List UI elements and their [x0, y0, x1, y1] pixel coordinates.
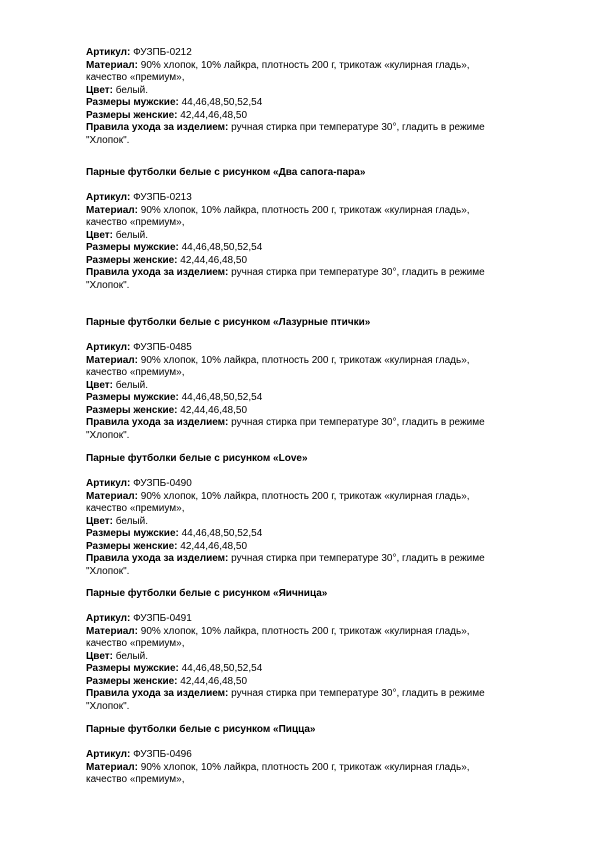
sizes-men-line: Размеры мужские: 44,46,48,50,52,54: [86, 97, 263, 108]
sizes-women-line: Размеры женские: 42,44,46,48,50: [86, 540, 248, 552]
care-line: Правила ухода за изделием: ручная стирка при температуре 30°, гладить в режиме: [86, 417, 485, 428]
color-line: Цвет: белый.: [86, 515, 148, 527]
article-line: Артикул: ФУЗПБ-0212: [86, 47, 192, 58]
material-line-cont: качество «премиум»,: [86, 72, 185, 83]
sizes-women-line: Размеры женские: 42,44,46,48,50: [86, 675, 248, 687]
material-line-cont: качество «премиум»,: [86, 638, 185, 649]
material-line: Материал: 90% хлопок, 10% лайкра, плотность 200 г, трикотаж «кулирная гладь»,: [86, 204, 470, 216]
material-line-cont: качество «премиум»,: [86, 774, 185, 785]
care-line: Правила ухода за изделием: ручная стирка при температуре 30°, гладить в режиме: [86, 553, 485, 564]
color-line: Цвет: белый.: [86, 650, 148, 662]
product-spec: [86, 47, 485, 147]
care-line: Правила ухода за изделием: ручная стирка при температуре 30°, гладить в режиме: [86, 122, 485, 133]
product-heading: Парные футболки белые с рисунком «Love»: [86, 453, 308, 464]
product-spec: [86, 342, 485, 442]
sizes-men-line: Размеры мужские: 44,46,48,50,52,54: [86, 663, 263, 674]
material-line-cont: качество «премиум»,: [86, 503, 185, 514]
sizes-women-line: Размеры женские: 42,44,46,48,50: [86, 404, 248, 416]
product-heading: Парные футболки белые с рисунком «Два сапога-пара»: [86, 167, 366, 178]
sizes-men-line: Размеры мужские: 44,46,48,50,52,54: [86, 392, 263, 403]
sizes-women-line: Размеры женские: 42,44,46,48,50: [86, 109, 248, 121]
material-line: Материал: 90% хлопок, 10% лайкра, плотность 200 г, трикотаж «кулирная гладь»,: [86, 59, 470, 71]
product-spec: [86, 478, 485, 578]
article-line: Артикул: ФУЗПБ-0485: [86, 342, 192, 353]
sizes-men-line: Размеры мужские: 44,46,48,50,52,54: [86, 528, 263, 539]
material-line: Материал: 90% хлопок, 10% лайкра, плотность 200 г, трикотаж «кулирная гладь»,: [86, 761, 470, 773]
care-line-cont: "Хлопок".: [86, 700, 130, 712]
material-line-cont: качество «премиум»,: [86, 367, 185, 378]
article-line: Артикул: ФУЗПБ-0213: [86, 192, 192, 203]
material-line: Материал: 90% хлопок, 10% лайкра, плотность 200 г, трикотаж «кулирная гладь»,: [86, 354, 470, 366]
color-line: Цвет: белый.: [86, 229, 148, 241]
material-line: Материал: 90% хлопок, 10% лайкра, плотность 200 г, трикотаж «кулирная гладь»,: [86, 625, 470, 637]
care-line: Правила ухода за изделием: ручная стирка при температуре 30°, гладить в режиме: [86, 688, 485, 699]
product-heading: Парные футболки белые с рисунком «Лазурные птички»: [86, 317, 371, 328]
color-line: Цвет: белый.: [86, 84, 148, 96]
care-line-cont: "Хлопок".: [86, 565, 130, 577]
care-line-cont: "Хлопок".: [86, 279, 130, 291]
sizes-women-line: Размеры женские: 42,44,46,48,50: [86, 254, 248, 266]
material-line: Материал: 90% хлопок, 10% лайкра, плотность 200 г, трикотаж «кулирная гладь»,: [86, 490, 470, 502]
product-spec: [86, 749, 470, 787]
product-spec: [86, 613, 485, 713]
product-heading: Парные футболки белые с рисунком «Пицца»: [86, 724, 316, 735]
article-line: Артикул: ФУЗПБ-0490: [86, 478, 192, 489]
color-line: Цвет: белый.: [86, 379, 148, 391]
care-line: Правила ухода за изделием: ручная стирка при температуре 30°, гладить в режиме: [86, 267, 485, 278]
article-line: Артикул: ФУЗПБ-0496: [86, 749, 192, 760]
product-heading: Парные футболки белые с рисунком «Яичница»: [86, 588, 328, 599]
material-line-cont: качество «премиум»,: [86, 217, 185, 228]
care-line-cont: "Хлопок".: [86, 429, 130, 441]
sizes-men-line: Размеры мужские: 44,46,48,50,52,54: [86, 242, 263, 253]
article-line: Артикул: ФУЗПБ-0491: [86, 613, 192, 624]
care-line-cont: "Хлопок".: [86, 134, 130, 146]
product-spec: [86, 192, 485, 292]
